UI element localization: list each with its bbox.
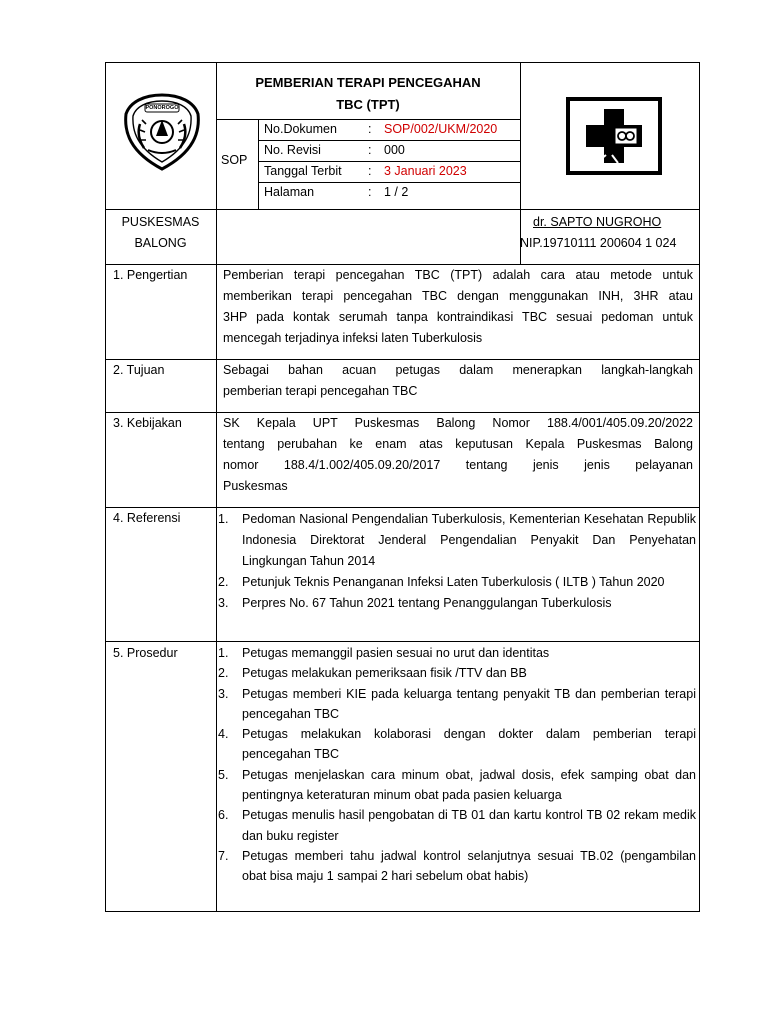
paragraph-line: Sebagai bahan acuan petugas dalam menerapkan langkah-langkah (223, 363, 693, 377)
signatory-nip: NIP.19710111 200604 1 024 (520, 236, 677, 250)
regency-seal-logo (120, 92, 204, 172)
paragraph-line: nomor 188.4/1.002/405.09.20/2017 tentang jenis jenis pelayanan (223, 458, 693, 472)
list-number: 6. (218, 808, 229, 823)
field-value-halaman: 1 / 2 (384, 185, 409, 199)
list-number: 3. (218, 686, 229, 701)
field-value-no-revisi: 000 (384, 143, 405, 157)
paragraph-line: pemberian terapi pencegahan TBC (223, 384, 418, 398)
label-column-divider (216, 62, 217, 912)
list-number: 7. (218, 848, 229, 863)
kebijakan-text (223, 413, 693, 497)
list-text: Pedoman Nasional Pengendalian Tuberkulosis, Kementerian Kesehatan Republik Indonesia Direktorat Jenderal Pengendalian Penyakit Dan Penyehatan Lingkungan Tahun 2014 (242, 512, 696, 568)
document-title-line2: TBC (TPT) (336, 97, 400, 112)
header-divider (105, 209, 700, 210)
section-label-prosedur: 5. Prosedur (113, 646, 178, 660)
field-label-no-dokumen: No.Dokumen (264, 122, 337, 136)
list-item (218, 846, 696, 887)
list-number: 2. (218, 575, 229, 589)
prosedur-list (218, 643, 696, 887)
document-title-line1: PEMBERIAN TERAPI PENCEGAHAN (255, 75, 481, 90)
field-value-tanggal-terbit: 3 Januari 2023 (384, 164, 467, 178)
list-item (218, 684, 696, 725)
field-separator: : (368, 122, 372, 136)
list-item (218, 765, 696, 806)
list-number: 4. (218, 727, 229, 742)
list-text: Perpres No. 67 Tahun 2021 tentang Penanggulangan Tuberkulosis (242, 596, 612, 610)
pengertian-text (223, 265, 693, 349)
list-number: 2. (218, 666, 229, 681)
org-name-line2: BALONG (134, 236, 187, 250)
section-label-pengertian: 1. Pengertian (113, 268, 188, 282)
list-number: 5. (218, 767, 229, 782)
list-text: Petunjuk Teknis Penanganan Infeksi Laten Tuberkulosis ( ILTB ) Tahun 2020 (242, 575, 665, 589)
section-label-tujuan: 2. Tujuan (113, 363, 165, 377)
field-separator: : (368, 164, 372, 178)
list-text: Petugas menulis hasil pengobatan di TB 01 dan kartu kontrol TB 02 rekam medik dan buku register (242, 808, 696, 843)
org-name-line1: PUSKESMAS (121, 215, 200, 229)
paragraph-line: Pemberian terapi pencegahan TBC (TPT) adalah cara atau metode untuk (223, 268, 693, 282)
list-item (218, 509, 696, 572)
sop-column-divider (258, 119, 259, 209)
paragraph-line: tentang perubahan ke enam atas keputusan Kepala Puskesmas Balong (223, 437, 693, 451)
list-item (218, 805, 696, 846)
list-number: 1. (218, 646, 229, 660)
list-text: Petugas memberi tahu jadwal kontrol selanjutnya sesuai TB.02 (pengambilan obat bisa maju 1 sampai 2 hari sebelum obat habis) (242, 848, 696, 884)
section-label-kebijakan: 3. Kebijakan (113, 416, 182, 430)
list-item (218, 593, 696, 614)
paragraph-line: 3HP pada kontak serumah tanpa kontraindikasi TBC sesuai pedoman untuk (223, 310, 693, 324)
field-separator: : (368, 143, 372, 157)
sop-label: SOP (221, 153, 248, 167)
seal-ribbon-text: PONOROGO (145, 105, 179, 111)
field-separator: : (368, 185, 372, 199)
field-label-tanggal-terbit: Tanggal Terbit (264, 164, 342, 178)
referensi-list (218, 509, 696, 614)
section-divider (105, 507, 700, 508)
list-item (218, 643, 696, 663)
field-label-halaman: Halaman (264, 185, 315, 199)
list-number: 3. (218, 596, 229, 610)
list-text: Petugas memanggil pasien sesuai no urut dan identitas (242, 646, 550, 660)
list-item (218, 572, 696, 593)
tujuan-text (223, 360, 693, 402)
field-label-no-revisi: No. Revisi (264, 143, 321, 157)
list-number: 1. (218, 512, 229, 526)
paragraph-line: mencegah terjadinya infeksi laten Tuberkulosis (223, 331, 483, 345)
puskesmas-cross-logo (566, 97, 662, 175)
list-item (218, 724, 696, 765)
list-text: Petugas memberi KIE pada keluarga tentang penyakit TB dan pemberian terapi pencegahan TBC (242, 686, 696, 721)
section-divider (105, 641, 700, 642)
paragraph-line: SK Kepala UPT Puskesmas Balong Nomor 188.4/001/405.09.20/2022 (223, 416, 693, 430)
list-text: Petugas menjelaskan cara minum obat, jadwal dosis, efek samping obat dan pentingnya keteraturan minum obat pada pasien keluarga (242, 767, 696, 803)
paragraph-line: Puskesmas (223, 479, 288, 493)
list-text: Petugas melakukan pemeriksaan fisik /TTV dan BB (242, 666, 527, 681)
paragraph-line: memberikan terapi pencegahan TBC dengan menggunakan INH, 3HR atau (223, 289, 693, 303)
field-value-no-dokumen: SOP/002/UKM/2020 (384, 122, 498, 136)
signatory-name: dr. SAPTO NUGROHO (533, 215, 662, 229)
list-text: Petugas melakukan kolaborasi dengan dokter dalam pemberian terapi pencegahan TBC (242, 727, 696, 762)
section-label-referensi: 4. Referensi (113, 511, 181, 525)
list-item (218, 663, 696, 683)
